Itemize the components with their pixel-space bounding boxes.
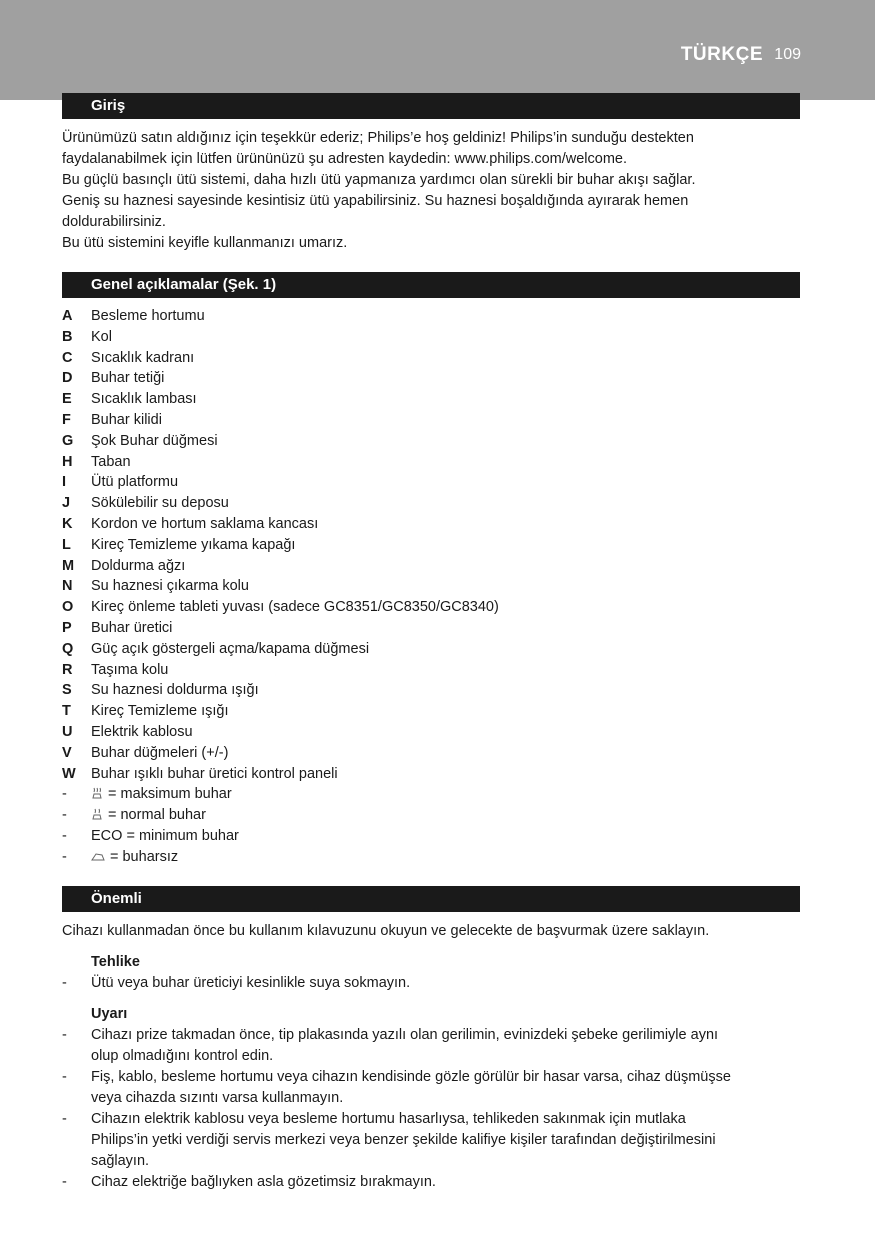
list-item: H Taban	[62, 453, 131, 470]
list-item: E Sıcaklık lambası	[62, 391, 197, 408]
normal-steam-icon	[91, 807, 103, 820]
list-item: L Kireç Temizleme yıkama kapağı	[62, 536, 296, 553]
list-item: J Sökülebilir su deposu	[62, 495, 229, 512]
list-item: K Kordon ve hortum saklama kancası	[62, 515, 319, 532]
list-item: V Buhar düğmeleri (+/-)	[62, 744, 229, 761]
list-item: C Sıcaklık kadranı	[62, 349, 195, 366]
important-intro: Cihazı kullanmadan önce bu kullanım kılavuzunu okuyun ve gelecekte de başvurmak üzere saklayın.	[62, 923, 710, 939]
language-label: TÜRKÇE	[680, 44, 763, 65]
intro-line: doldurabilirsiniz.	[62, 214, 166, 230]
no-steam-icon	[91, 851, 105, 862]
steam-mode-item: - = maksimum buhar	[62, 786, 232, 803]
list-item: G Şok Buhar düğmesi	[62, 432, 218, 449]
list-item: T Kireç Temizleme ışığı	[62, 703, 229, 720]
intro-line: Geniş su haznesi sayesinde kesintisiz ütü yapabilirsiniz. Su haznesi boşaldığında ayırarak hemen	[62, 193, 689, 209]
list-item: - Fiş, kablo, besleme hortumu veya cihazın kendisinde gözle görülür bir hasar varsa, cihaz düşmüşse veya cihazda sızıntı varsa kullanmayın.	[62, 1069, 731, 1106]
list-item: - Cihazın elektrik kablosu veya besleme hortumu hasarlıysa, tehlikeden sakınmak için mutlaka Philips’in yetki verdiği servis merkezi veya benzer şekilde kalifiye kişiler tarafından değiştirilmesini sağlayın.	[62, 1111, 716, 1169]
parts-list	[62, 306, 802, 868]
steam-mode-item: - ECO = minimum buhar	[62, 827, 239, 844]
important-section	[62, 921, 802, 1193]
list-item: U Elektrik kablosu	[62, 723, 193, 740]
danger-heading: Tehlike	[91, 954, 140, 970]
list-item: - Ütü veya buhar üreticiyi kesinlikle suya sokmayın.	[62, 975, 411, 991]
intro-paragraph	[62, 128, 802, 254]
intro-line: faydalanabilmek için lütfen ürününüzü şu adresten kaydedin: www.philips.com/welcome.	[62, 151, 627, 167]
list-item: - Cihaz elektriğe bağlıyken asla gözetimsiz bırakmayın.	[62, 1174, 436, 1190]
list-item: - Cihazı prize takmadan önce, tip plakasında yazılı olan gerilimin, evinizdeki şebeke gerilimiyle aynı olup olmadığını kontrol edin.	[62, 1027, 719, 1064]
steam-mode-item: - = buharsız	[62, 848, 179, 865]
list-item: O Kireç önleme tableti yuvası (sadece GC8351/GC8350/GC8340)	[62, 599, 499, 616]
list-item: S Su haznesi doldurma ışığı	[62, 682, 259, 699]
intro-heading: Giriş	[62, 93, 800, 119]
list-item: A Besleme hortumu	[62, 308, 205, 324]
warning-heading: Uyarı	[91, 1006, 128, 1022]
page-number: 109	[774, 46, 801, 63]
list-item: R Taşıma kolu	[62, 661, 169, 678]
intro-line: Ürünümüzü satın aldığınız için teşekkür ederiz; Philips’e hoş geldiniz! Philips’in sunduğu destekten	[62, 130, 694, 146]
intro-line: Bu ütü sistemini keyifle kullanmanızı umarız.	[62, 235, 348, 251]
list-item: W Buhar ışıklı buhar üretici kontrol paneli	[62, 765, 338, 782]
steam-mode-item: - = normal buhar	[62, 807, 206, 824]
list-item: P Buhar üretici	[62, 619, 173, 636]
list-item: F Buhar kilidi	[62, 411, 162, 428]
list-item: Q Güç açık göstergeli açma/kapama düğmesi	[62, 640, 370, 657]
list-item: I Ütü platformu	[62, 474, 179, 491]
list-item: B Kol	[62, 328, 112, 345]
max-steam-icon	[91, 786, 103, 799]
list-item: D Buhar tetiği	[62, 370, 165, 387]
important-heading: Önemli	[62, 886, 800, 912]
list-item: M Doldurma ağzı	[62, 557, 186, 574]
list-item: N Su haznesi çıkarma kolu	[62, 578, 249, 595]
general-heading: Genel açıklamalar (Şek. 1)	[62, 272, 800, 298]
intro-line: Bu güçlü basınçlı ütü sistemi, daha hızlı ütü yapmanıza yardımcı olan sürekli bir buhar akışı sağlar.	[62, 172, 696, 188]
